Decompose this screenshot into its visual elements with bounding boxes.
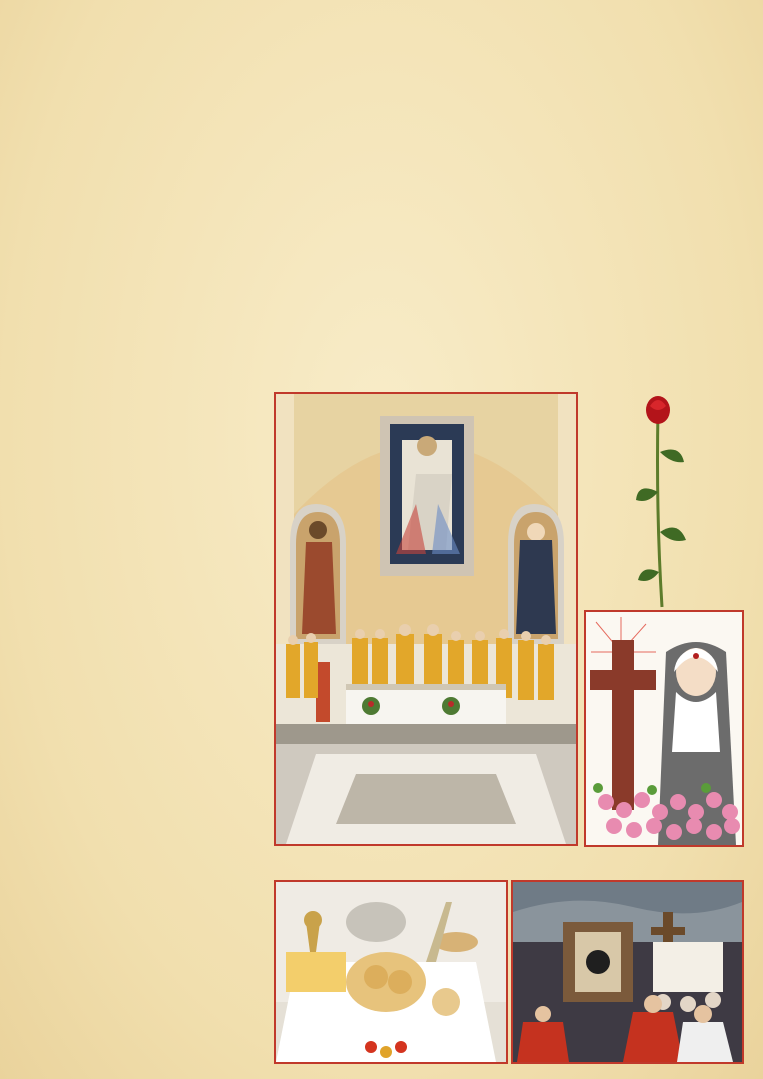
st-rita-drawing [584,610,744,847]
triduum-photo-left [274,880,508,1064]
easter-basket-illustration [276,882,506,1062]
procession-illustration [513,882,742,1062]
sanctuary-illustration [276,394,576,844]
triduum-photo-right [511,880,744,1064]
sanctuary-photo [274,392,578,846]
drawing-illustration [586,612,742,845]
rose-icon [628,392,698,612]
